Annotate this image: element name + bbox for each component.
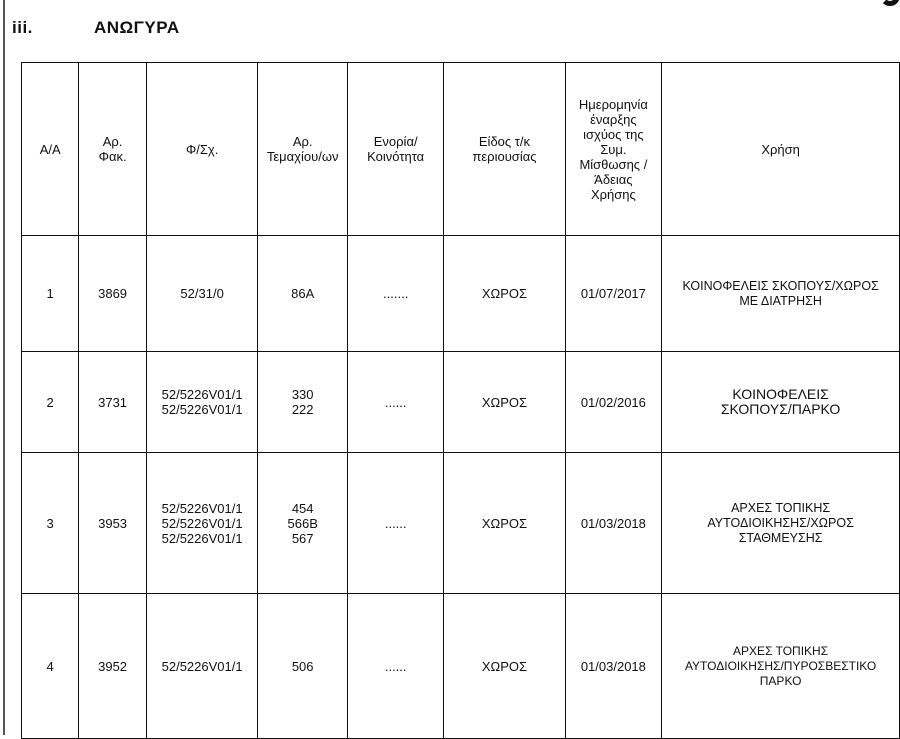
- cell-aa: 1: [22, 236, 79, 352]
- header-eidos: Είδος τ/κ περιουσίας: [444, 63, 565, 236]
- cell-aa: 2: [22, 352, 79, 453]
- cell-fsx: 52/5226V01/1 52/5226V01/1 52/5226V01/1: [146, 453, 258, 594]
- header-imerominia: Ημερομηνία έναρξης ισχύος της Συμ. Μίσθωσης / Άδειας Χρήσης: [565, 63, 662, 236]
- cell-aa: 3: [22, 453, 79, 594]
- header-enoria: Ενορία/ Κοινότητα: [347, 63, 443, 236]
- table-header-row: [22, 63, 900, 236]
- cell-eidos: ΧΩΡΟΣ: [444, 352, 565, 453]
- cell-enoria: ......: [347, 594, 443, 739]
- table-row: [22, 352, 900, 453]
- cell-fsx: 52/5226V01/1: [146, 594, 258, 739]
- cell-ar-temaxiou: 330 222: [258, 352, 348, 453]
- cell-enoria: ......: [347, 352, 443, 453]
- cell-imerominia: 01/02/2016: [565, 352, 662, 453]
- cell-ar-fak: 3869: [79, 236, 146, 352]
- property-table: [21, 62, 900, 739]
- section-title: ΑΝΩΓΥΡΑ: [94, 18, 180, 37]
- page-corner-mark: [880, 0, 900, 6]
- cell-ar-temaxiou: 86A: [258, 236, 348, 352]
- header-xrisi: Χρήση: [662, 63, 900, 236]
- cell-imerominia: 01/03/2018: [565, 594, 662, 739]
- cell-ar-fak: 3952: [79, 594, 146, 739]
- header-ar-temaxiou: Αρ. Τεμαχίου/ων: [258, 63, 348, 236]
- page-left-border: [3, 0, 5, 735]
- cell-ar-temaxiou: 454 566B 567: [258, 453, 348, 594]
- header-ar-fak: Αρ. Φακ.: [79, 63, 146, 236]
- table-row: [22, 594, 900, 739]
- cell-ar-fak: 3953: [79, 453, 146, 594]
- table-row: [22, 453, 900, 594]
- cell-aa: 4: [22, 594, 79, 739]
- cell-ar-fak: 3731: [79, 352, 146, 453]
- header-aa: Α/Α: [22, 63, 79, 236]
- cell-xrisi: ΚΟΙΝΟΦΕΛΕΙΣ ΣΚΟΠΟΥΣ/ΠΑΡΚΟ: [662, 352, 900, 453]
- cell-imerominia: 01/03/2018: [565, 453, 662, 594]
- cell-xrisi: ΑΡΧΕΣ ΤΟΠΙΚΗΣ ΑΥΤΟΔΙΟΙΚΗΣΗΣ/ΠΥΡΟΣΒΕΣΤΙΚΟ ΠΑΡΚΟ: [662, 594, 900, 739]
- section-number: iii.: [12, 18, 33, 37]
- cell-eidos: ΧΩΡΟΣ: [444, 236, 565, 352]
- cell-xrisi: ΚΟΙΝΟΦΕΛΕΙΣ ΣΚΟΠΟΥΣ/ΧΩΡΟΣ ΜΕ ΔΙΑΤΡΗΣΗ: [662, 236, 900, 352]
- cell-fsx: 52/31/0: [146, 236, 258, 352]
- cell-eidos: ΧΩΡΟΣ: [444, 594, 565, 739]
- cell-enoria: .......: [347, 236, 443, 352]
- header-fsx: Φ/Σχ.: [146, 63, 258, 236]
- cell-eidos: ΧΩΡΟΣ: [444, 453, 565, 594]
- cell-imerominia: 01/07/2017: [565, 236, 662, 352]
- cell-fsx: 52/5226V01/1 52/5226V01/1: [146, 352, 258, 453]
- cell-enoria: ......: [347, 453, 443, 594]
- table-row: [22, 236, 900, 352]
- cell-xrisi: ΑΡΧΕΣ ΤΟΠΙΚΗΣ ΑΥΤΟΔΙΟΙΚΗΣΗΣ/ΧΩΡΟΣ ΣΤΑΘΜΕΥΣΗΣ: [662, 453, 900, 594]
- cell-ar-temaxiou: 506: [258, 594, 348, 739]
